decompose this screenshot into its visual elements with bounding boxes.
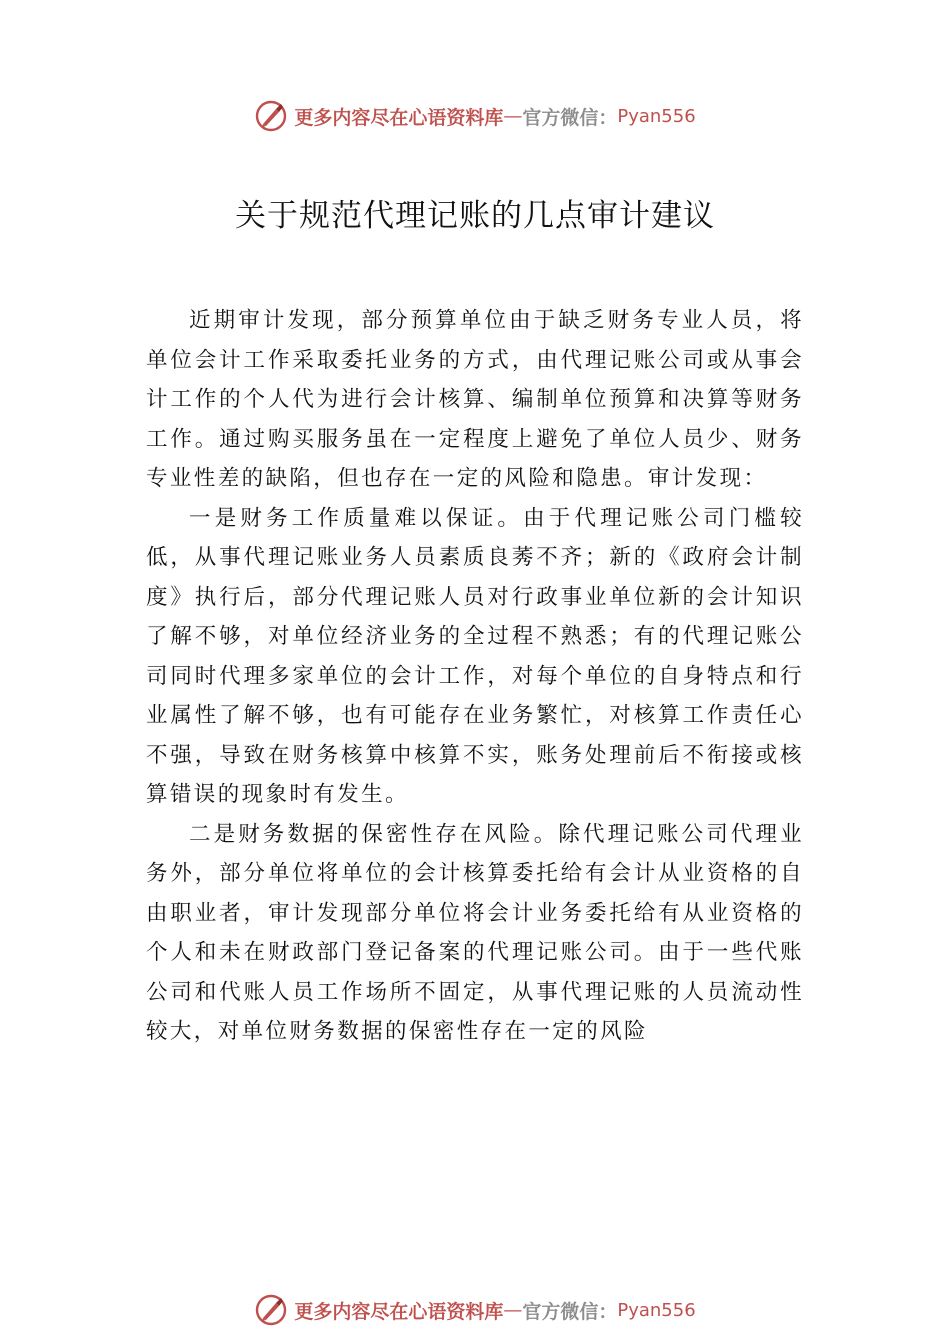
paragraph-intro: 近期审计发现，部分预算单位由于缺乏财务专业人员，将单位会计工作采取委托业务的方式，由代理记账公司或从事会计工作的个人代为进行会计核算、编制单位预算和决算等财务工作。通过购买服务虽在一定程度上避免了单位人员少、财务专业性差的缺陷，但也存在一定的风险和隐患。审计发现：: [146, 308, 804, 491]
document-body: [146, 301, 804, 1052]
watermark-label: 官方微信：: [522, 106, 618, 129]
watermark-dash: —: [503, 105, 523, 127]
header-watermark: [0, 96, 950, 136]
watermark-label: 官方微信：: [522, 1300, 618, 1323]
watermark-dash: —: [503, 1299, 523, 1321]
pen-seal-icon: [254, 99, 288, 133]
watermark-brand: 更多内容尽在心语资料库: [294, 106, 504, 129]
paragraph-point-one: 一是财务工作质量难以保证。由于代理记账公司门槛较低，从事代理记账业务人员素质良莠不齐；新的《政府会计制度》执行后，部分代理记账人员对行政事业单位新的会计知识了解不够，对单位经济业务的全过程不熟悉；有的代理记账公司同时代理多家单位的会计工作，对每个单位的自身特点和行业属性了解不够，也有可能存在业务繁忙，对核算工作责任心不强，导致在财务核算中核算不实，账务处理前后不衔接或核算错误的现象时有发生。: [146, 505, 804, 807]
watermark-wechat-id: Pyan556: [617, 1299, 696, 1321]
pen-seal-icon: [254, 1293, 288, 1327]
document-title: 关于规范代理记账的几点审计建议: [235, 198, 715, 234]
watermark-brand: 更多内容尽在心语资料库: [294, 1300, 504, 1323]
paragraph-point-two: 二是财务数据的保密性存在风险。除代理记账公司代理业务外，部分单位将单位的会计核算委托给有会计从业资格的自由职业者，审计发现部分单位将会计业务委托给有从业资格的个人和未在财政部门登记备案的代理记账公司。由于一些代账公司和代账人员工作场所不固定，从事代理记账的人员流动性较大，对单位财务数据的保密性存在一定的风险: [146, 821, 804, 1044]
watermark-wechat-id: Pyan556: [617, 105, 696, 127]
footer-watermark: [0, 1290, 950, 1330]
